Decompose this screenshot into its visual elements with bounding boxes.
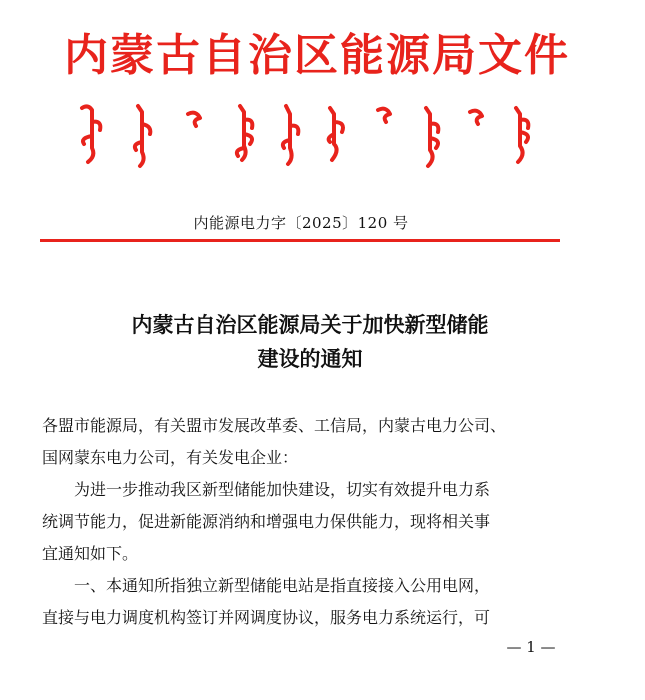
masthead [40, 20, 570, 170]
mongolian-glyph [188, 113, 200, 126]
paragraph-1-line-1: 为进一步推动我区新型储能加快建设，切实有效提升电力系 [42, 480, 491, 499]
paragraph-1-line-3: 宜通知如下。 [42, 544, 139, 563]
addressee-line-2: 国网蒙东电力公司，有关发电企业： [42, 448, 299, 467]
mongolian-glyph [329, 108, 343, 160]
mongolian-glyph [470, 111, 482, 124]
document-title [40, 308, 580, 376]
paragraph-2-line-2: 直接与电力调度机构签订并网调度协议，服务电力系统运行，可 [42, 608, 491, 627]
document-body [42, 410, 598, 634]
title-line-2: 建设的通知 [257, 346, 363, 371]
paragraph-1-line-2: 统调节能力，促进新能源消纳和增强电力保供能力，现将相关事 [42, 512, 491, 531]
mongolian-glyph [378, 109, 390, 122]
title-line-1: 内蒙古自治区能源局关于加快新型储能 [131, 312, 489, 337]
mongolian-glyph [283, 106, 298, 164]
mongolian-glyph [426, 108, 438, 166]
masthead-title: 内蒙古自治区能源局文件 [64, 30, 570, 81]
mongolian-script-emblem [60, 100, 560, 170]
mongolian-glyph [516, 108, 528, 162]
paragraph-2-line-1: 一、本通知所指独立新型储能电站是指直接接入公用电网， [42, 576, 491, 595]
mongolian-glyph [237, 106, 252, 160]
document-number: 内能源电力字〔2025〕120 号 [193, 214, 409, 232]
addressee-line-1: 各盟市能源局，有关盟市发展改革委、工信局，内蒙古电力公司、 [42, 416, 507, 435]
page-number: — 1 — [506, 638, 556, 656]
mongolian-glyph [82, 106, 100, 162]
mongolian-glyph [135, 106, 150, 166]
red-divider-line [40, 239, 560, 242]
